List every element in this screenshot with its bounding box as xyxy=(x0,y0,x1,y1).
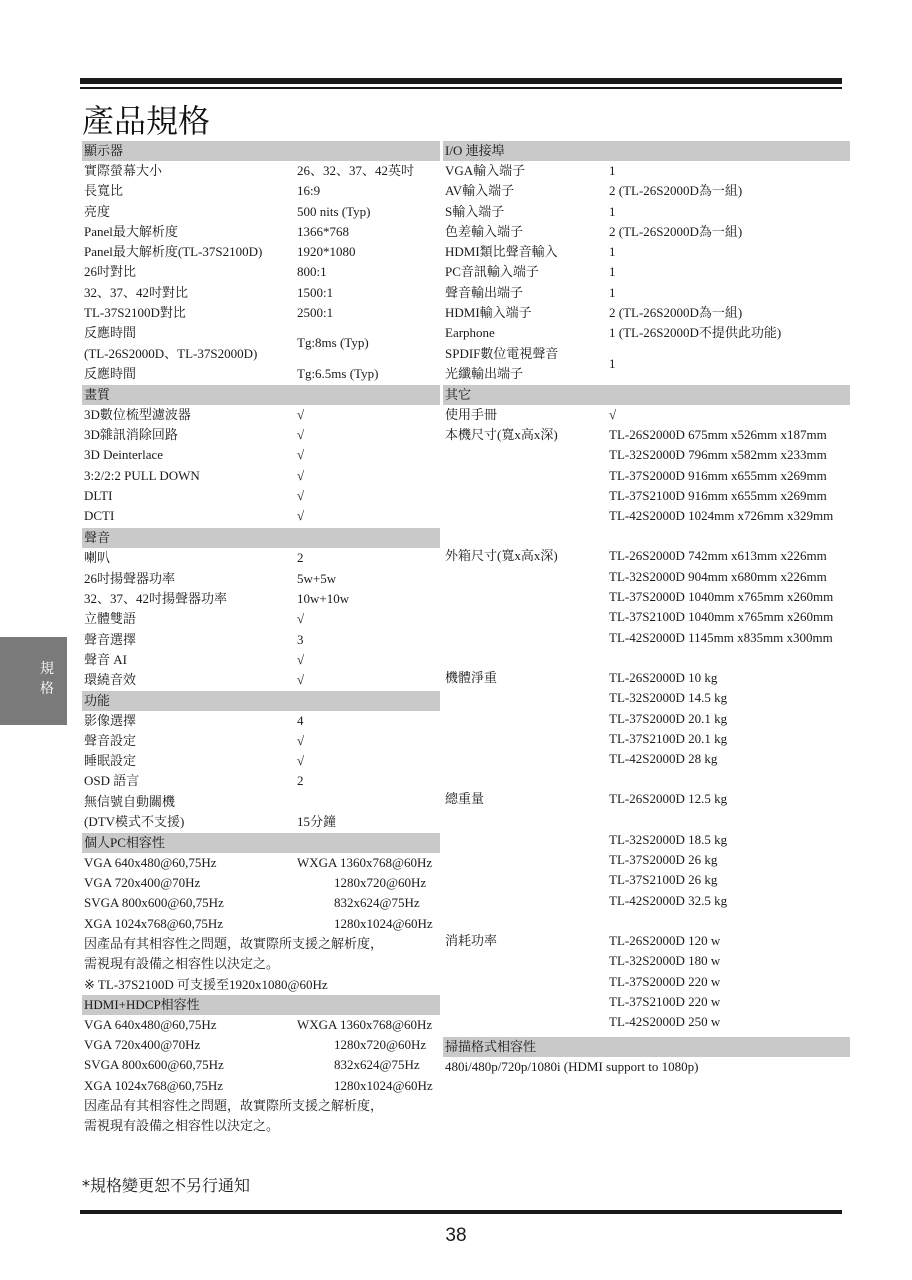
spec-key: 3D Deinterlace xyxy=(84,447,164,463)
spec-key: 26吋揚聲器功率 xyxy=(84,570,176,586)
spec-value: TL-26S2000D 10 kg xyxy=(609,669,718,685)
spec-value: 1500:1 xyxy=(297,284,334,300)
spec-row xyxy=(82,630,440,650)
spec-value: 4 xyxy=(297,712,304,728)
spec-value: 2 xyxy=(297,550,304,566)
spec-row-gross xyxy=(443,830,850,850)
spec-value: Tg:6.5ms (Typ) xyxy=(297,366,379,382)
pc-compat-rows xyxy=(82,853,440,934)
spec-value: 800:1 xyxy=(297,264,327,280)
spec-key: AV輸入端子 xyxy=(445,183,515,199)
spec-row xyxy=(82,161,440,181)
spec-row xyxy=(82,873,440,893)
spec-row xyxy=(443,202,850,222)
spec-row xyxy=(82,589,440,609)
spec-key: VGA輸入端子 xyxy=(445,163,526,178)
spec-value: Tg:8ms (Typ) xyxy=(297,335,369,351)
spec-value: 5w+5w xyxy=(297,570,337,586)
spec-row xyxy=(82,711,440,731)
page-title: 產品規格 xyxy=(82,102,211,140)
spec-value: TL-37S2000D 1040mm x765mm x260mm xyxy=(609,589,834,605)
spec-row xyxy=(82,650,440,670)
spec-value: 16:9 xyxy=(297,183,321,199)
spec-row xyxy=(82,242,440,262)
page-number: 38 xyxy=(445,1225,467,1246)
section-header-pc: 個人PC相容性 xyxy=(82,833,440,853)
spec-key: 聲音 AI xyxy=(84,651,127,667)
spec-value: TL-42S2000D 1145mm x835mm x300mm xyxy=(609,629,833,645)
spec-key: VGA 720x400@70Hz xyxy=(84,875,201,891)
io-rows xyxy=(443,161,850,344)
section-header-other: 其它 xyxy=(443,385,850,405)
spec-key: 3D雜訊消除回路 xyxy=(84,426,178,442)
spec-value: TL-37S2000D 20.1 kg xyxy=(609,710,728,726)
scan-value: 480i/480p/720p/1080i (HDMI support to 1080p) xyxy=(445,1059,699,1075)
spec-row-box xyxy=(443,628,850,648)
spec-value: TL-26S2000D 675mm x526mm x187mm xyxy=(609,426,827,442)
spec-row-net xyxy=(443,729,850,749)
spec-row xyxy=(82,1076,440,1096)
spec-row xyxy=(82,486,440,506)
spec-value: TL-37S2100D 1040mm x765mm x260mm xyxy=(609,609,834,625)
spec-row-net xyxy=(443,688,850,708)
spec-value: √ xyxy=(297,487,305,503)
spec-row-power xyxy=(443,972,850,992)
spec-row-box xyxy=(443,546,850,566)
spec-value: 832x624@75Hz xyxy=(334,1057,420,1073)
spec-key: 總重量 xyxy=(445,791,485,807)
spec-row xyxy=(443,303,850,323)
spec-key: VGA 720x400@70Hz xyxy=(84,1037,201,1053)
spec-key: 聲音設定 xyxy=(84,732,137,748)
section-header-hdmi: HDMI+HDCP相容性 xyxy=(82,995,440,1015)
section-header-display: 顯示器 xyxy=(82,141,440,161)
spec-value: 2500:1 xyxy=(297,305,334,321)
spec-row xyxy=(82,751,440,771)
spec-value: TL-32S2000D 796mm x582mm x233mm xyxy=(609,447,827,463)
spec-value: 1 xyxy=(609,163,616,178)
spec-value: TL-37S2000D 220 w xyxy=(609,973,721,989)
spec-key: 3:2/2:2 PULL DOWN xyxy=(84,467,200,483)
spec-value: √ xyxy=(297,651,305,667)
spec-value: TL-26S2000D 120 w xyxy=(609,932,721,948)
spec-value: 1 (TL-26S2000D不提供此功能) xyxy=(609,325,782,341)
hdmi-compat-rows xyxy=(82,1015,440,1096)
spec-row xyxy=(82,548,440,568)
spec-key: HDMI輸入端子 xyxy=(445,305,532,321)
spec-value: TL-32S2000D 904mm x680mm x226mm xyxy=(609,568,827,584)
top-rule-thick xyxy=(80,78,842,84)
function-rows xyxy=(82,711,440,792)
spec-value: TL-42S2000D 32.5 kg xyxy=(609,892,728,908)
spec-value: 500 nits (Typ) xyxy=(297,203,371,219)
spec-key: 環繞音效 xyxy=(84,672,137,688)
spec-value: WXGA 1360x768@60Hz xyxy=(297,854,433,870)
pc-note-1: 因產品有其相容性之問題，故實際所支援之解析度， xyxy=(84,935,384,951)
spec-key: 喇叭 xyxy=(84,550,111,566)
spec-value: √ xyxy=(297,508,305,524)
spec-key: TL-37S2100D對比 xyxy=(84,305,186,321)
picture-rows xyxy=(82,405,440,527)
right-column xyxy=(443,141,850,1078)
spec-key: PC音訊輸入端子 xyxy=(445,264,539,280)
spec-value: 1 xyxy=(609,355,616,371)
spec-key: 聲音輸出端子 xyxy=(445,284,524,300)
spec-value: 10w+10w xyxy=(297,591,350,607)
spec-row-response-time xyxy=(82,323,440,364)
section-header-sound: 聲音 xyxy=(82,528,440,548)
spec-row xyxy=(82,506,440,526)
spec-value: √ xyxy=(297,447,305,463)
spec-value: 3 xyxy=(297,631,304,647)
spec-value: 832x624@75Hz xyxy=(334,895,420,911)
spec-value: 26、32、37、42英吋 xyxy=(297,163,415,178)
spec-value: 2 (TL-26S2000D為一組) xyxy=(609,305,743,321)
spec-key: 機體淨重 xyxy=(445,669,498,685)
spec-value: √ xyxy=(297,426,305,442)
spec-row xyxy=(82,445,440,465)
spec-row-box xyxy=(443,567,850,587)
spec-key: XGA 1024x768@60,75Hz xyxy=(84,1077,224,1093)
spec-key: SVGA 800x600@60,75Hz xyxy=(84,1057,224,1073)
side-section-tab-label: 規格 xyxy=(40,661,54,697)
spec-key: XGA 1024x768@60,75Hz xyxy=(84,915,224,931)
spec-key: 亮度 xyxy=(84,203,111,219)
spec-value: √ xyxy=(297,672,305,688)
spec-row xyxy=(82,609,440,629)
pc-note-3: ※ TL-37S2100D 可支援至1920x1080@60Hz xyxy=(84,976,328,992)
spec-value: √ xyxy=(297,611,305,627)
spec-key: DCTI xyxy=(84,508,115,524)
spec-row-auto-off xyxy=(82,792,440,833)
spec-row xyxy=(82,670,440,690)
spec-value: TL-26S2000D 12.5 kg xyxy=(609,791,728,807)
spec-value: 1920*1080 xyxy=(297,244,356,260)
spec-value: TL-37S2100D 220 w xyxy=(609,993,721,1009)
spec-value: TL-37S2100D 916mm x655mm x269mm xyxy=(609,487,827,503)
spec-value: 1 xyxy=(609,244,616,260)
spec-row-net xyxy=(443,749,850,769)
spec-value: √ xyxy=(297,732,305,748)
spec-row-net xyxy=(443,668,850,688)
spec-value: TL-42S2000D 1024mm x726mm x329mm xyxy=(609,508,834,524)
spec-key: 影像選擇 xyxy=(84,712,137,728)
spec-key: SVGA 800x600@60,75Hz xyxy=(84,895,224,911)
section-header-io: I/O 連接埠 xyxy=(443,141,850,161)
bottom-rule xyxy=(80,1210,842,1214)
spec-key: 反應時間 xyxy=(84,366,137,382)
spec-row-spdif xyxy=(443,344,850,385)
spec-key: 睡眠設定 xyxy=(84,753,137,769)
spec-row xyxy=(82,1015,440,1035)
spec-value: TL-42S2000D 250 w xyxy=(609,1014,721,1030)
spec-value: 15分鐘 xyxy=(297,813,337,829)
spec-row xyxy=(82,303,440,323)
spec-value: 1 xyxy=(609,284,616,300)
spec-row-power xyxy=(443,1012,850,1032)
spec-key: 立體雙語 xyxy=(84,611,137,627)
spec-value: TL-32S2000D 14.5 kg xyxy=(609,690,728,706)
spec-value: TL-42S2000D 28 kg xyxy=(609,751,718,767)
sound-rows xyxy=(82,548,440,690)
spec-row xyxy=(443,222,850,242)
spec-value: √ xyxy=(297,406,305,422)
spec-key: 本機尺寸(寬x高x深) xyxy=(445,426,558,442)
spec-row xyxy=(443,181,850,201)
spec-value: 1 xyxy=(609,203,616,219)
spec-value: WXGA 1360x768@60Hz xyxy=(297,1016,433,1032)
spec-row xyxy=(443,242,850,262)
left-column xyxy=(82,141,440,1137)
spec-row-gross xyxy=(443,789,850,809)
spec-row-size xyxy=(443,466,850,486)
spec-row-manual xyxy=(443,405,850,425)
spec-row xyxy=(82,1035,440,1055)
spec-key: 外箱尺寸(寬x高x深) xyxy=(445,548,558,564)
spec-row xyxy=(82,222,440,242)
spec-row-power xyxy=(443,951,850,971)
spec-row-power xyxy=(443,992,850,1012)
spec-row-net xyxy=(443,709,850,729)
spec-value: 1 xyxy=(609,264,616,280)
spec-value: TL-32S2000D 18.5 kg xyxy=(609,831,728,847)
spec-row xyxy=(82,283,440,303)
spec-row xyxy=(443,262,850,282)
spec-key: SPDIF數位電視聲音 光纖輸出端子 xyxy=(445,345,559,381)
side-section-tab xyxy=(0,637,67,725)
spec-row-response-time-2 xyxy=(82,364,440,384)
spec-row xyxy=(82,853,440,873)
spec-value: TL-37S2100D 20.1 kg xyxy=(609,730,728,746)
spec-value: TL-37S2000D 916mm x655mm x269mm xyxy=(609,467,827,483)
spec-value: 1280x1024@60Hz xyxy=(334,1077,433,1093)
spec-row-power xyxy=(443,931,850,951)
spec-value: 1280x720@60Hz xyxy=(334,875,427,891)
spec-row-size xyxy=(443,486,850,506)
spec-value: √ xyxy=(297,467,305,483)
spec-row xyxy=(82,405,440,425)
spec-row xyxy=(443,283,850,303)
spec-row xyxy=(82,1055,440,1075)
spec-value: 1280x1024@60Hz xyxy=(334,915,433,931)
spec-row-box xyxy=(443,587,850,607)
spec-row xyxy=(82,181,440,201)
spec-value: 1366*768 xyxy=(297,223,349,239)
spec-value: 2 (TL-26S2000D為一組) xyxy=(609,223,743,239)
spec-row xyxy=(82,262,440,282)
section-header-function: 功能 xyxy=(82,691,440,711)
spec-key: 反應時間 (TL-26S2000D、TL-37S2000D) xyxy=(84,325,258,361)
spec-value: 1280x720@60Hz xyxy=(334,1037,427,1053)
spec-row xyxy=(82,731,440,751)
hdmi-note-1: 因產品有其相容性之問題，故實際所支援之解析度， xyxy=(84,1097,384,1113)
other-spec-groups xyxy=(443,425,850,1033)
spec-key: VGA 640x480@60,75Hz xyxy=(84,1016,217,1032)
spec-key: VGA 640x480@60,75Hz xyxy=(84,854,217,870)
spec-row-gross xyxy=(443,870,850,890)
spec-row xyxy=(82,466,440,486)
spec-row xyxy=(82,771,440,791)
spec-row-size xyxy=(443,425,850,445)
spec-value: TL-37S2100D 26 kg xyxy=(609,872,718,888)
spec-key: 聲音選擇 xyxy=(84,631,137,647)
spec-key: 消耗功率 xyxy=(445,932,498,948)
spec-row xyxy=(443,161,850,181)
spec-value: 2 xyxy=(297,773,304,789)
spec-key: 長寬比 xyxy=(84,183,124,199)
spec-key: 無信號自動關機 (DTV模式不支援) xyxy=(84,793,185,830)
spec-key: OSD 語言 xyxy=(84,773,140,789)
spec-key: Panel最大解析度(TL-37S2100D) xyxy=(84,244,263,260)
spec-key: 色差輸入端子 xyxy=(445,223,524,239)
spec-key: Panel最大解析度 xyxy=(84,223,178,239)
hdmi-note-2: 需視現有設備之相容性以決定之。 xyxy=(84,1118,280,1134)
spec-value: 2 (TL-26S2000D為一組) xyxy=(609,183,743,199)
footnote: *規格變更恕不另行通知 xyxy=(82,1176,251,1195)
spec-key: 26吋對比 xyxy=(84,264,137,280)
spec-key: S輸入端子 xyxy=(445,203,505,219)
spec-row-gross xyxy=(443,891,850,911)
spec-row-gross xyxy=(443,850,850,870)
spec-row xyxy=(82,202,440,222)
top-rule-thin xyxy=(80,87,842,89)
spec-value: TL-32S2000D 180 w xyxy=(609,953,721,969)
spec-key: 3D數位梳型濾波器 xyxy=(84,406,191,422)
spec-key: 32、37、42吋揚聲器功率 xyxy=(84,591,228,607)
spec-row xyxy=(443,323,850,343)
spec-key: 32、37、42吋對比 xyxy=(84,284,189,300)
spec-value: TL-26S2000D 742mm x613mm x226mm xyxy=(609,548,827,564)
spec-key: 實際螢幕大小 xyxy=(84,163,163,178)
spec-row-box xyxy=(443,607,850,627)
display-rows xyxy=(82,161,440,323)
section-header-scan: 掃描格式相容性 xyxy=(443,1037,850,1057)
spec-row xyxy=(82,425,440,445)
spec-key: 使用手冊 xyxy=(445,406,498,422)
pc-note-2: 需視現有設備之相容性以決定之。 xyxy=(84,956,280,972)
spec-row xyxy=(82,893,440,913)
spec-value: √ xyxy=(609,406,617,422)
spec-row xyxy=(82,914,440,934)
spec-row-size xyxy=(443,506,850,526)
spec-key: Earphone xyxy=(445,325,495,341)
spec-value: TL-37S2000D 26 kg xyxy=(609,852,718,868)
spec-key: DLTI xyxy=(84,487,113,503)
spec-row xyxy=(82,569,440,589)
spec-value: √ xyxy=(297,753,305,769)
spec-key: HDMI類比聲音輸入 xyxy=(445,244,558,260)
section-header-picture: 畫質 xyxy=(82,385,440,405)
spec-row-size xyxy=(443,445,850,465)
